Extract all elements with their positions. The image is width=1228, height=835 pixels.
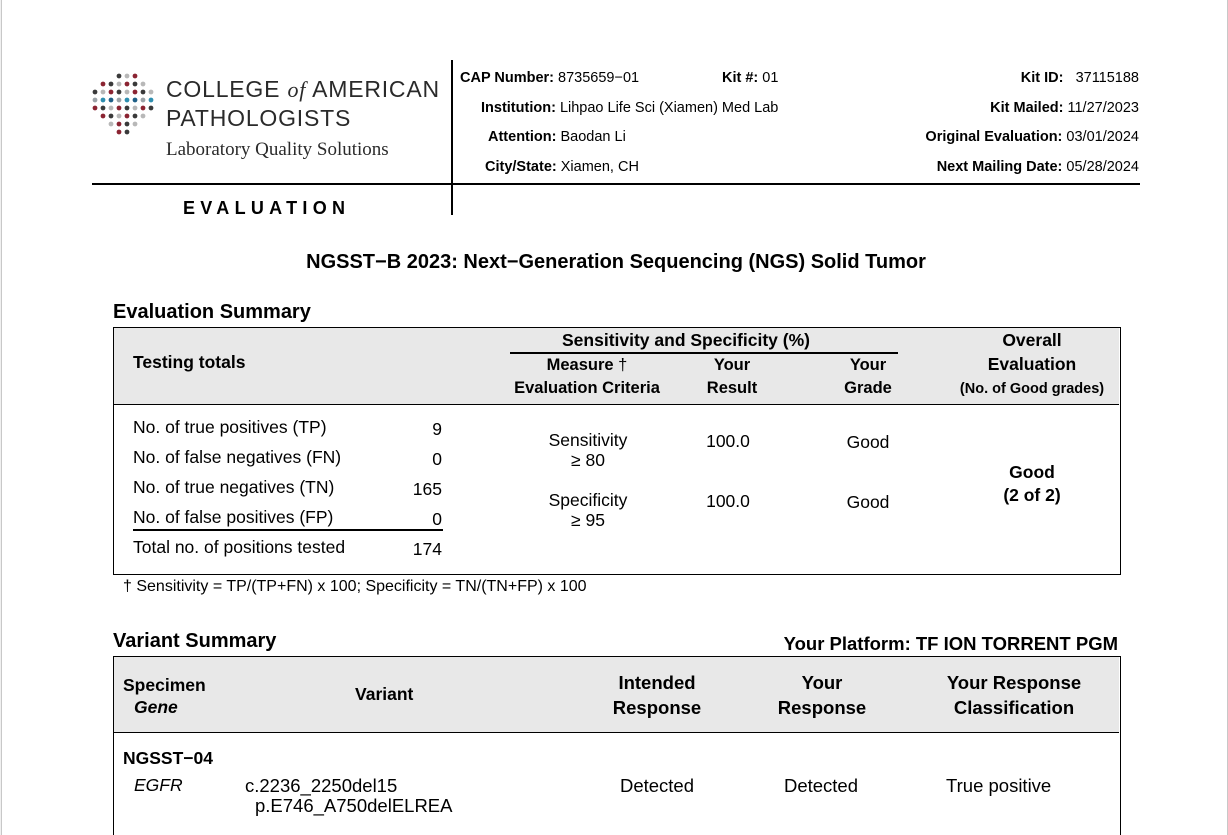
logo-dot (133, 98, 138, 103)
sensitivity-grade: Good (846, 432, 890, 452)
logo-pathologists-line: PATHOLOGISTS (166, 105, 352, 131)
formula-footnote: † Sensitivity = TP/(TP+FN) x 100; Specificity = TN/(TN+FP) x 100 (123, 578, 587, 595)
logo-dot (141, 114, 146, 119)
overall-grade: Good (1009, 462, 1055, 482)
cap-logo-dots (91, 72, 155, 136)
logo-dot (93, 98, 98, 103)
variant-header: Variant (355, 684, 414, 704)
sensitivity-label: Sensitivity (548, 430, 628, 450)
classification-value: True positive (946, 775, 1052, 796)
logo-dot (109, 114, 114, 119)
fp-label: No. of false positives (FP) (133, 507, 334, 527)
logo-dot (133, 106, 138, 111)
header-divider-horizontal (92, 183, 1140, 185)
logo-dot (101, 106, 106, 111)
logo-tagline: Laboratory Quality Solutions (166, 139, 389, 160)
sensitivity-result: 100.0 (706, 431, 750, 451)
overall-grade-count: (2 of 2) (1003, 485, 1061, 505)
document-type-label: EVALUATION (183, 198, 351, 218)
tp-value: 9 (432, 419, 442, 439)
your-response-value: Detected (783, 775, 859, 796)
variant-cdna: c.2236_2250del15 (245, 775, 398, 796)
gene-header: Gene (134, 697, 178, 717)
fn-value: 0 (432, 449, 442, 469)
kit-id-field: Kit ID: 37115188 (1020, 70, 1139, 86)
institution-field: Institution: Lihpao Life Sci (Xiamen) Med Lab (481, 100, 779, 116)
report-page (1, 0, 1228, 835)
measure-header: Measure † (546, 356, 628, 374)
logo-dot (109, 82, 114, 87)
logo-dot (117, 82, 122, 87)
testing-totals-header: Testing totals (133, 352, 246, 372)
sens-spec-header: Sensitivity and Specificity (%) (562, 330, 810, 350)
overall-header-2: Evaluation (987, 354, 1077, 374)
logo-dot (117, 98, 122, 103)
specimen-id: NGSST−04 (123, 748, 213, 768)
logo-dot (125, 122, 130, 127)
sens-spec-underline (510, 352, 898, 354)
logo-dot (117, 130, 122, 135)
specificity-result: 100.0 (706, 491, 750, 511)
classification-header-2: Classification (953, 697, 1075, 718)
tp-label: No. of true positives (TP) (133, 417, 327, 437)
logo-dot (101, 114, 106, 119)
intended-header-2: Response (612, 697, 702, 718)
attention-field: Attention: Baodan Li (488, 129, 626, 145)
classification-header-1: Your Response (946, 672, 1082, 693)
logo-dot (133, 122, 138, 127)
overall-header-1: Overall (1002, 330, 1062, 350)
your-grade-header-2: Grade (844, 379, 892, 397)
logo-dot (141, 98, 146, 103)
logo-dot (101, 82, 106, 87)
kit-number-field: Kit #: 01 (722, 70, 779, 86)
logo-dot (125, 106, 130, 111)
logo-dot (125, 82, 130, 87)
logo-dot (101, 90, 106, 95)
variant-summary-title: Variant Summary (113, 630, 277, 652)
header-divider-vertical (451, 60, 453, 215)
your-grade-header-1: Your (849, 356, 887, 374)
next-mailing-field: Next Mailing Date: 05/28/2024 (936, 159, 1139, 175)
total-positions-value: 174 (412, 539, 442, 559)
your-response-header-1: Your (801, 672, 843, 693)
logo-dot (133, 82, 138, 87)
logo-dot (125, 90, 130, 95)
logo-dot (117, 90, 122, 95)
logo-dot (101, 98, 106, 103)
city-state-field: City/State: Xiamen, CH (485, 159, 639, 175)
kit-mailed-field: Kit Mailed: 11/27/2023 (990, 100, 1139, 116)
specificity-label: Specificity (548, 490, 628, 510)
logo-dot (133, 114, 138, 119)
logo-dot (109, 122, 114, 127)
report-title: NGSST−B 2023: Next−Generation Sequencing (NGS) Solid Tumor (306, 251, 926, 273)
platform-label: Your Platform: TF ION TORRENT PGM (783, 633, 1118, 654)
logo-dot (141, 90, 146, 95)
tn-value: 165 (412, 479, 442, 499)
logo-dot (109, 98, 114, 103)
specimen-header: Specimen (123, 675, 206, 695)
evaluation-summary-title: Evaluation Summary (113, 301, 311, 323)
specificity-criteria: ≥ 95 (571, 510, 605, 530)
logo-dot (125, 74, 130, 79)
intended-response-value: Detected (619, 775, 695, 796)
logo-dot (117, 122, 122, 127)
logo-dot (117, 106, 122, 111)
logo-dot (149, 106, 154, 111)
logo-dot (125, 98, 130, 103)
logo-college-line: COLLEGE of AMERICAN (166, 76, 440, 102)
your-response-header-2: Response (777, 697, 867, 718)
overall-header-3: (No. of Good grades) (959, 381, 1105, 397)
fp-value: 0 (432, 509, 442, 529)
logo-dot (149, 98, 154, 103)
criteria-header: Evaluation Criteria (514, 379, 660, 397)
specificity-grade: Good (846, 492, 890, 512)
logo-dot (117, 114, 122, 119)
logo-dot (133, 90, 138, 95)
tn-label: No. of true negatives (TN) (133, 477, 335, 497)
logo-dot (125, 130, 130, 135)
sensitivity-criteria: ≥ 80 (571, 450, 605, 470)
original-evaluation-field: Original Evaluation: 03/01/2024 (925, 129, 1139, 145)
logo-dot (109, 106, 114, 111)
your-result-header-2: Result (706, 379, 758, 397)
total-positions-label: Total no. of positions tested (133, 537, 346, 557)
logo-dot (133, 74, 138, 79)
logo-dot (93, 106, 98, 111)
variant-protein: p.E746_A750delELREA (255, 795, 453, 816)
totals-sum-rule (133, 529, 443, 531)
logo-dot (141, 82, 146, 87)
logo-dot (125, 114, 130, 119)
gene-name: EGFR (134, 775, 183, 795)
logo-dot (93, 90, 98, 95)
cap-number-field: CAP Number: 8735659−01 (460, 70, 640, 86)
logo-dot (117, 74, 122, 79)
intended-header-1: Intended (618, 672, 696, 693)
fn-label: No. of false negatives (FN) (133, 447, 342, 467)
logo-dot (141, 106, 146, 111)
variant-header-row (114, 657, 1119, 733)
logo-dot (109, 90, 114, 95)
logo-dot (149, 90, 154, 95)
your-result-header-1: Your (713, 356, 751, 374)
